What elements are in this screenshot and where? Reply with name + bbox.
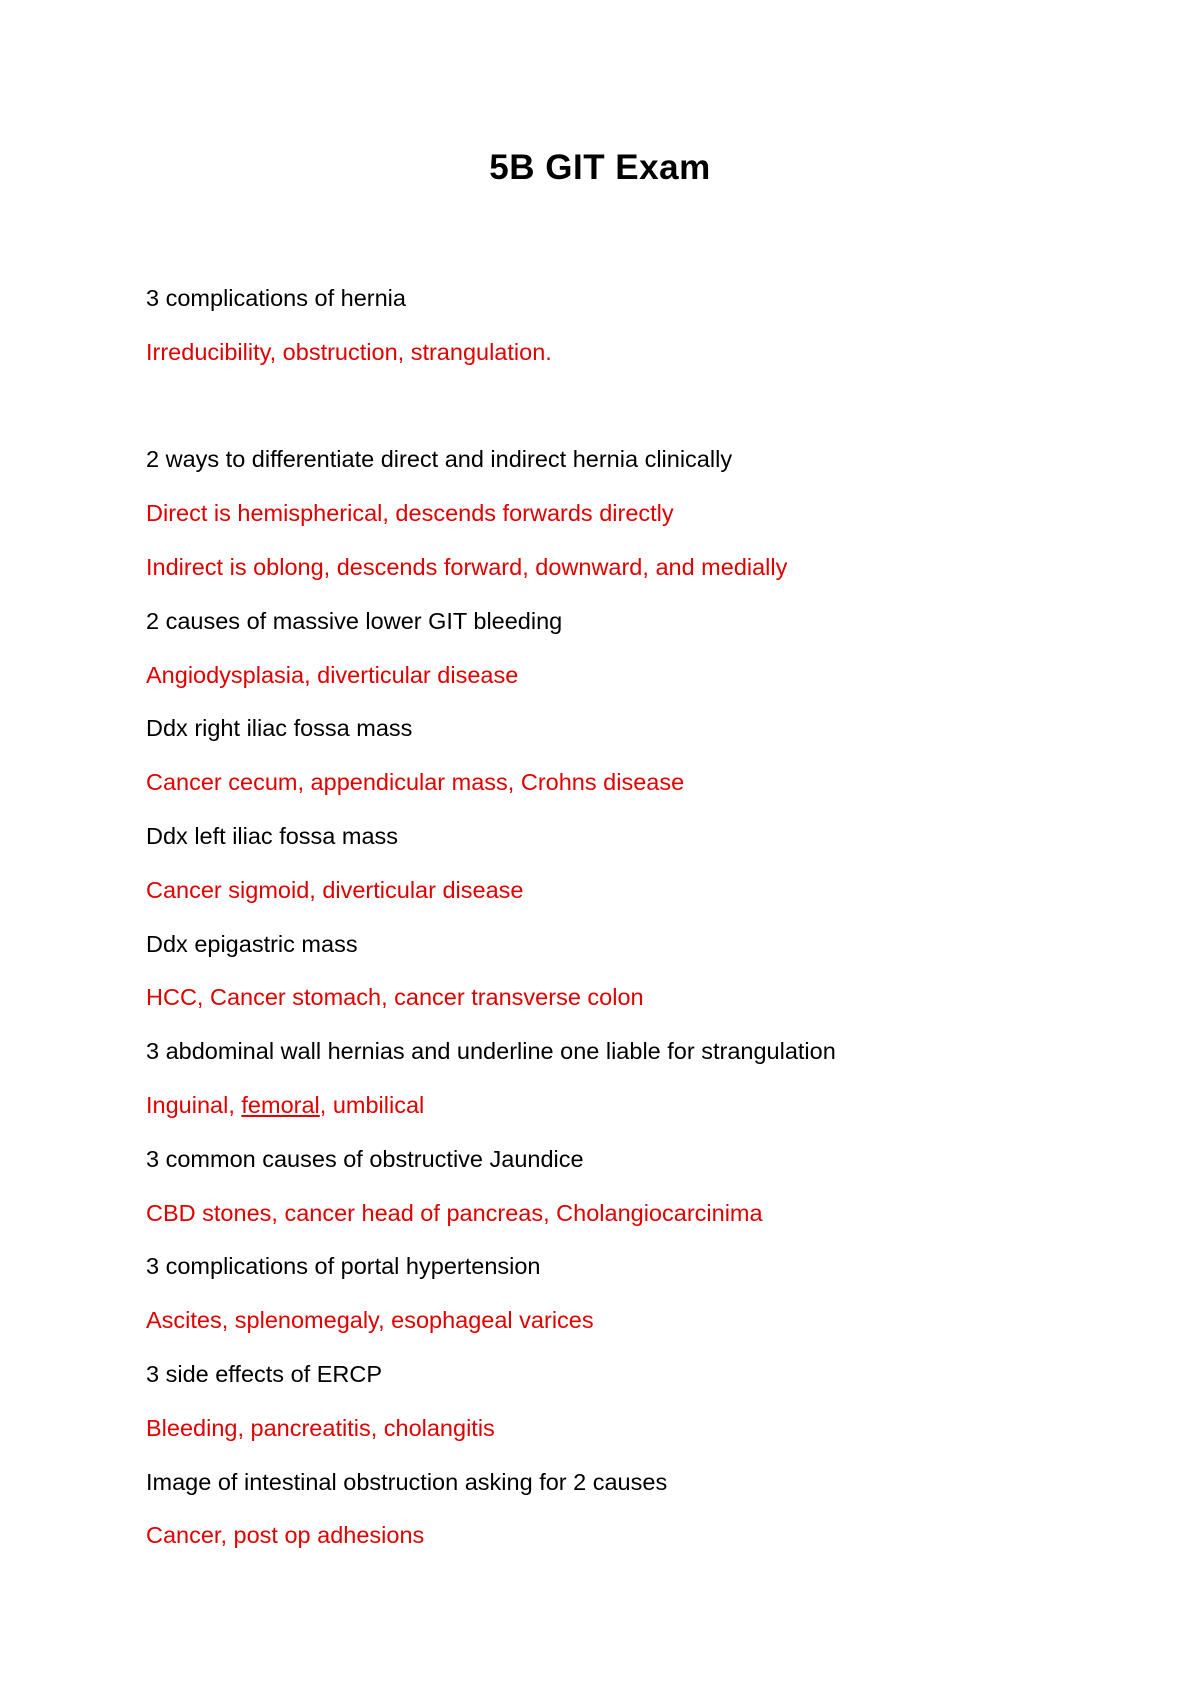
answer-10: Bleeding, pancreatitis, cholangitis	[146, 1414, 495, 1441]
blank-line	[146, 392, 1106, 446]
answer-1: Irreducibility, obstruction, strangulation.	[146, 338, 552, 365]
answer-6: HCC, Cancer stomach, cancer transverse colon	[146, 984, 644, 1011]
question-6: Ddx epigastric mass	[146, 930, 358, 957]
question-8: 3 common causes of obstructive Jaundice	[146, 1145, 584, 1172]
answer-4: Cancer cecum, appendicular mass, Crohns disease	[146, 769, 685, 796]
answer-7	[146, 1091, 1106, 1119]
answer-5: Cancer sigmoid, diverticular disease	[146, 876, 524, 903]
answer-7-underlined: femoral	[241, 1091, 320, 1118]
question-5: Ddx left iliac fossa mass	[146, 822, 399, 849]
answer-2a: Direct is hemispherical, descends forwards directly	[146, 500, 674, 527]
answer-2b: Indirect is oblong, descends forward, downward, and medially	[146, 553, 788, 580]
answer-7-part-3: , umbilical	[319, 1091, 425, 1118]
question-10: 3 side effects of ERCP	[146, 1360, 382, 1387]
question-9: 3 complications of portal hypertension	[146, 1253, 541, 1280]
answer-7-part-1: Inguinal,	[146, 1091, 242, 1118]
question-11: Image of intestinal obstruction asking for 2 causes	[146, 1468, 668, 1495]
answer-11: Cancer, post op adhesions	[146, 1522, 425, 1549]
qa-list	[146, 284, 1106, 1575]
answer-3: Angiodysplasia, diverticular disease	[146, 661, 519, 688]
question-4: Ddx right iliac fossa mass	[146, 715, 413, 742]
question-2: 2 ways to differentiate direct and indirect hernia clinically	[146, 446, 733, 473]
question-1: 3 complications of hernia	[146, 285, 406, 311]
question-7: 3 abdominal wall hernias and underline one liable for strangulation	[146, 1038, 836, 1065]
answer-9: Ascites, splenomegaly, esophageal varices	[146, 1307, 594, 1334]
question-3: 2 causes of massive lower GIT bleeding	[146, 607, 563, 634]
answer-8: CBD stones, cancer head of pancreas, Cholangiocarcinima	[146, 1199, 763, 1226]
document-title: 5B GIT Exam	[489, 148, 711, 187]
